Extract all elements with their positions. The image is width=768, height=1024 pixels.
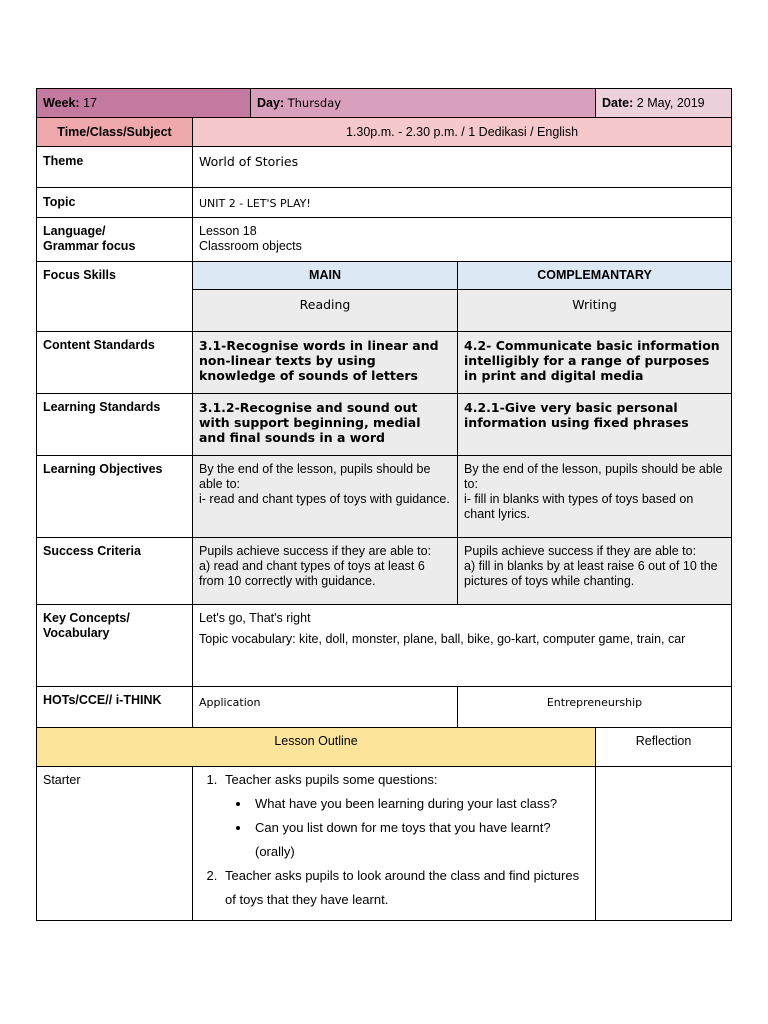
focus-skills-label: Focus Skills [37, 262, 193, 332]
starter-steps [193, 767, 596, 921]
date-value: 2 May, 2019 [636, 95, 705, 110]
date-label: Date: [602, 95, 634, 110]
day-value: Thursday [287, 95, 342, 110]
topic-vocabulary: Topic vocabulary: kite, doll, monster, plane, ball, bike, go-kart, computer game, train, car [199, 632, 686, 646]
content-standard-main: 3.1-Recognise words in linear and non-linear texts by using knowledge of sounds of letters [193, 332, 458, 394]
theme-label: Theme [37, 147, 193, 188]
success-criteria-main [193, 538, 458, 605]
key-phrases: Let's go, That's right [199, 611, 311, 625]
key-concepts-label-line2: Vocabulary [43, 626, 110, 640]
lesson-outline-header: Lesson Outline [37, 728, 596, 767]
question-item: • What have you been learning during your last class? [251, 792, 589, 816]
lesson-plan-table [36, 88, 732, 921]
week-cell [37, 89, 251, 118]
learning-objective-complementary [458, 456, 732, 538]
week-label: Week: [43, 95, 80, 110]
main-header: MAIN [193, 262, 458, 290]
complementary-header: COMPLEMANTARY [458, 262, 732, 290]
question-item: • Can you list down for me toys that you have learnt? (orally) [251, 816, 589, 864]
hots-label: HOTs/CCE// i-THINK [37, 687, 193, 728]
step-item: 2. Teacher asks pupils to look around the class and find pictures of toys that they have learnt. [221, 864, 589, 912]
theme-value: World of Stories [193, 147, 732, 188]
hots-complementary: Entrepreneurship [458, 687, 732, 728]
question-list [225, 792, 589, 864]
language-label-line1: Language/ [43, 224, 106, 238]
complementary-skill: Writing [458, 290, 732, 332]
language-label [37, 218, 193, 262]
objective-main-intro: By the end of the lesson, pupils should be able to: [199, 462, 431, 491]
content-standard-complementary: 4.2- Communicate basic information intelligibly for a range of purposes in print and digital media [458, 332, 732, 394]
hots-main: Application [193, 687, 458, 728]
objective-comp-item: i- fill in blanks with types of toys based on chant lyrics. [464, 492, 694, 521]
tcs-label: Time/Class/Subject [37, 118, 193, 147]
key-concepts-label-line1: Key Concepts/ [43, 611, 130, 625]
day-label: Day: [257, 95, 285, 110]
tcs-value: 1.30p.m. - 2.30 p.m. / 1 Dedikasi / English [193, 118, 732, 147]
starter-reflection [596, 767, 732, 921]
success-criteria-complementary [458, 538, 732, 605]
learning-objective-main [193, 456, 458, 538]
key-concepts-label [37, 605, 193, 687]
objective-comp-intro: By the end of the lesson, pupils should be able to: [464, 462, 723, 491]
reflection-header: Reflection [596, 728, 732, 767]
day-cell [251, 89, 596, 118]
main-skill: Reading [193, 290, 458, 332]
content-standards-label: Content Standards [37, 332, 193, 394]
steps-list [199, 768, 589, 912]
language-value [193, 218, 732, 262]
topic-value: UNIT 2 - LET'S PLAY! [193, 188, 732, 218]
learning-standard-complementary: 4.2.1-Give very basic personal information using fixed phrases [458, 394, 732, 456]
step-item [221, 768, 589, 864]
learning-standards-label: Learning Standards [37, 394, 193, 456]
step-1-text: Teacher asks pupils some questions: [225, 772, 438, 787]
learning-objectives-label: Learning Objectives [37, 456, 193, 538]
criteria-comp-item: a) fill in blanks by at least raise 6 out of 10 the pictures of toys while chanting. [464, 559, 718, 588]
key-concepts-value [193, 605, 732, 687]
date-cell [596, 89, 732, 118]
learning-standard-main: 3.1.2-Recognise and sound out with support beginning, medial and final sounds in a word [193, 394, 458, 456]
language-focus: Classroom objects [199, 239, 302, 253]
success-criteria-label: Success Criteria [37, 538, 193, 605]
criteria-main-item: a) read and chant types of toys at least 6 from 10 correctly with guidance. [199, 559, 425, 588]
starter-label: Starter [37, 767, 193, 921]
criteria-main-intro: Pupils achieve success if they are able to: [199, 544, 432, 558]
language-label-line2: Grammar focus [43, 239, 136, 253]
criteria-comp-intro: Pupils achieve success if they are able to: [464, 544, 697, 558]
week-value: 17 [83, 95, 97, 110]
objective-main-item: i- read and chant types of toys with guidance. [199, 492, 450, 506]
topic-label: Topic [37, 188, 193, 218]
language-lesson: Lesson 18 [199, 224, 257, 238]
